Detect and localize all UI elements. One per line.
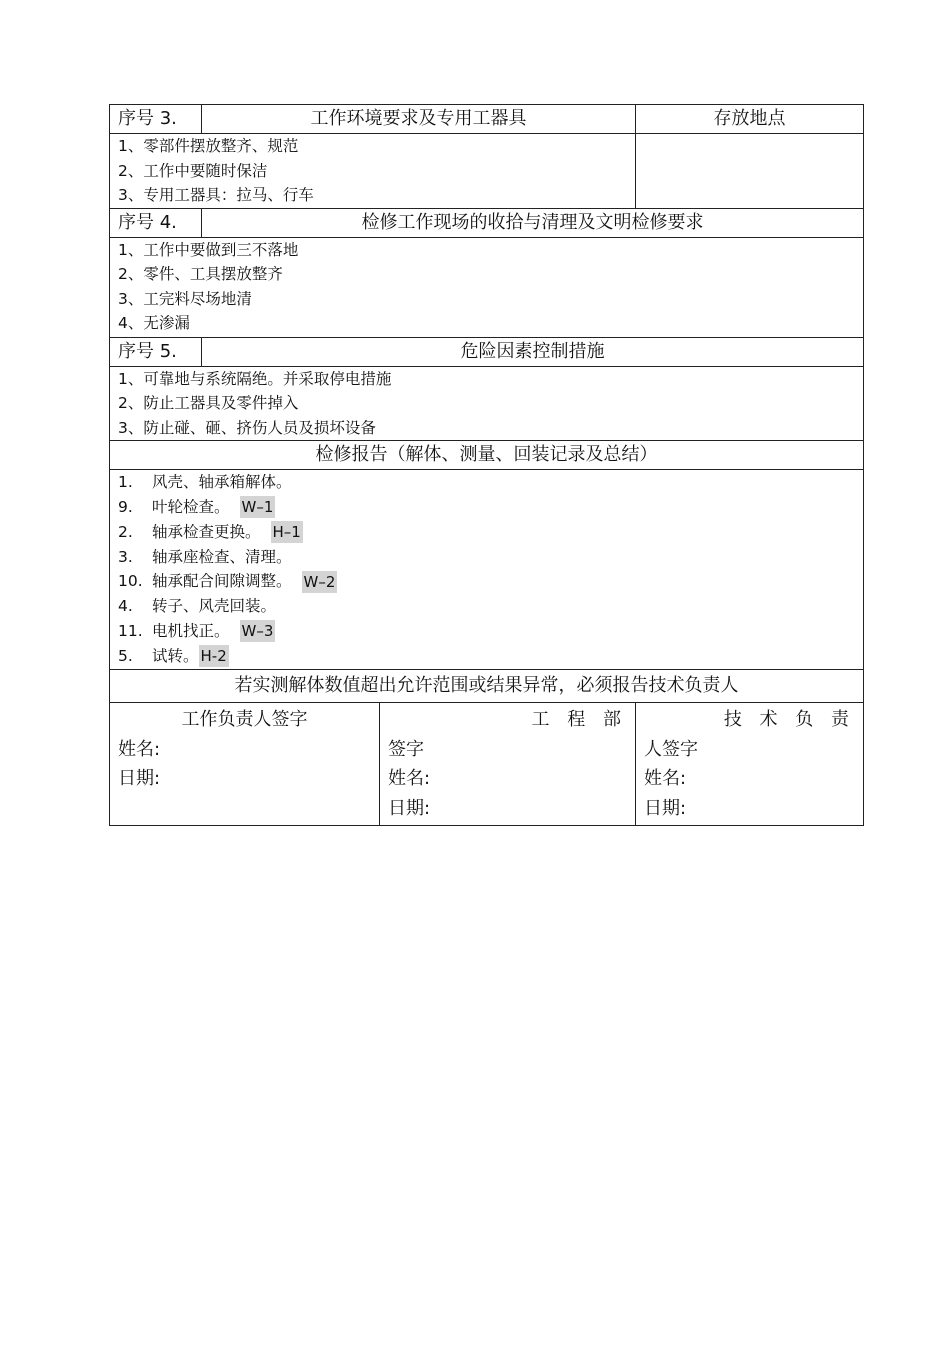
report-item xyxy=(118,619,855,644)
engineering-dept-sign-label: 签字 xyxy=(388,738,424,760)
section3-line: 1、零部件摆放整齐、规范 xyxy=(118,137,299,155)
section4-line: 1、工作中要做到三不落地 xyxy=(118,240,299,259)
report-item xyxy=(118,495,855,520)
section4-body-row xyxy=(110,237,864,337)
report-item-number: 11. xyxy=(118,621,143,640)
report-item-number: 4. xyxy=(118,597,133,616)
section5-number: 序号 5. xyxy=(110,337,202,366)
work-leader-title: 工作负责人签字 xyxy=(181,709,308,730)
report-item xyxy=(118,594,855,619)
report-item-number: 1. xyxy=(118,473,133,492)
report-body-row xyxy=(110,470,864,670)
report-item xyxy=(118,520,855,545)
section4-content xyxy=(110,237,864,337)
section3-header-row xyxy=(110,105,864,134)
technical-lead-date-label: 日期: xyxy=(644,797,687,819)
technical-lead-title: 技 术 负 责 xyxy=(723,709,855,730)
report-item xyxy=(118,569,855,594)
section5-line: 3、防止碰、砸、挤伤人员及损坏设备 xyxy=(118,418,376,437)
report-item-text: 试转。 xyxy=(152,646,199,665)
section4-line: 3、工完料尽场地清 xyxy=(118,289,252,308)
report-content xyxy=(110,470,864,670)
report-item-text: 风壳、轴承箱解体。 xyxy=(152,473,292,492)
storage-location-header: 存放地点 xyxy=(636,105,864,134)
report-item-text: 转子、风壳回装。 xyxy=(152,597,277,616)
section4-number: 序号 4. xyxy=(110,208,202,237)
report-item-text: 叶轮检查。 xyxy=(152,497,230,516)
report-item xyxy=(118,544,855,569)
section5-header-row xyxy=(110,337,864,366)
section4-title: 检修工作现场的收拾与清理及文明检修要求 xyxy=(202,208,864,237)
report-item-number: 5. xyxy=(118,646,133,665)
witness-point-tag: W–1 xyxy=(241,498,274,517)
report-item-text: 电机找正。 xyxy=(152,621,230,640)
report-title: 检修报告（解体、测量、回装记录及总结） xyxy=(110,441,864,470)
report-item-number: 3. xyxy=(118,547,133,566)
section5-content xyxy=(110,366,864,441)
report-note: 若实测解体数值超出允许范围或结果异常，必须报告技术负责人 xyxy=(110,670,864,703)
storage-location-cell xyxy=(636,134,864,209)
section4-header-row xyxy=(110,208,864,237)
section4-line: 2、零件、工具摆放整齐 xyxy=(118,265,283,283)
witness-point-tag: W–2 xyxy=(303,572,336,591)
work-leader-name-label: 姓名: xyxy=(118,738,161,760)
hold-point-tag: H-2 xyxy=(200,646,227,665)
section5-title: 危险因素控制措施 xyxy=(202,337,864,366)
report-item xyxy=(118,470,855,495)
report-header-row xyxy=(110,441,864,470)
signature-engineering-dept xyxy=(380,703,636,826)
signature-row xyxy=(110,703,864,826)
report-item-text: 轴承座检查、清理。 xyxy=(152,547,292,566)
section3-number: 序号 3. xyxy=(110,105,202,134)
section3-content xyxy=(110,134,636,209)
technical-lead-name-label: 姓名: xyxy=(644,768,687,789)
section5-body-row xyxy=(110,366,864,441)
section4-line: 4、无渗漏 xyxy=(118,314,190,332)
report-note-row xyxy=(110,670,864,703)
report-item xyxy=(118,644,855,669)
witness-point-tag: W–3 xyxy=(241,622,274,641)
section3-title: 工作环境要求及专用工器具 xyxy=(202,105,636,134)
section5-line: 1、可靠地与系统隔绝。并采取停电措施 xyxy=(118,369,392,388)
section3-line: 2、工作中要随时保洁 xyxy=(118,161,268,180)
section3-body-row xyxy=(110,134,864,209)
report-item-number: 9. xyxy=(118,497,133,516)
engineering-dept-name-label: 姓名: xyxy=(388,768,431,789)
report-item-number: 2. xyxy=(118,522,133,541)
signature-technical-lead xyxy=(636,703,864,826)
form-table xyxy=(109,104,864,826)
engineering-dept-date-label: 日期: xyxy=(388,797,431,819)
report-item-text: 轴承检查更换。 xyxy=(152,522,261,541)
section3-line: 3、专用工器具：拉马、行车 xyxy=(118,186,314,204)
technical-lead-sign-label: 人签字 xyxy=(644,738,698,760)
engineering-dept-title: 工 程 部 xyxy=(531,709,627,730)
maintenance-form xyxy=(109,104,863,826)
report-item-text: 轴承配合间隙调整。 xyxy=(152,572,292,591)
report-item-number: 10. xyxy=(118,572,143,591)
section5-line: 2、防止工器具及零件掉入 xyxy=(118,394,299,412)
hold-point-tag: H–1 xyxy=(272,522,301,541)
signature-work-leader xyxy=(110,703,380,826)
work-leader-date-label: 日期: xyxy=(118,768,161,789)
